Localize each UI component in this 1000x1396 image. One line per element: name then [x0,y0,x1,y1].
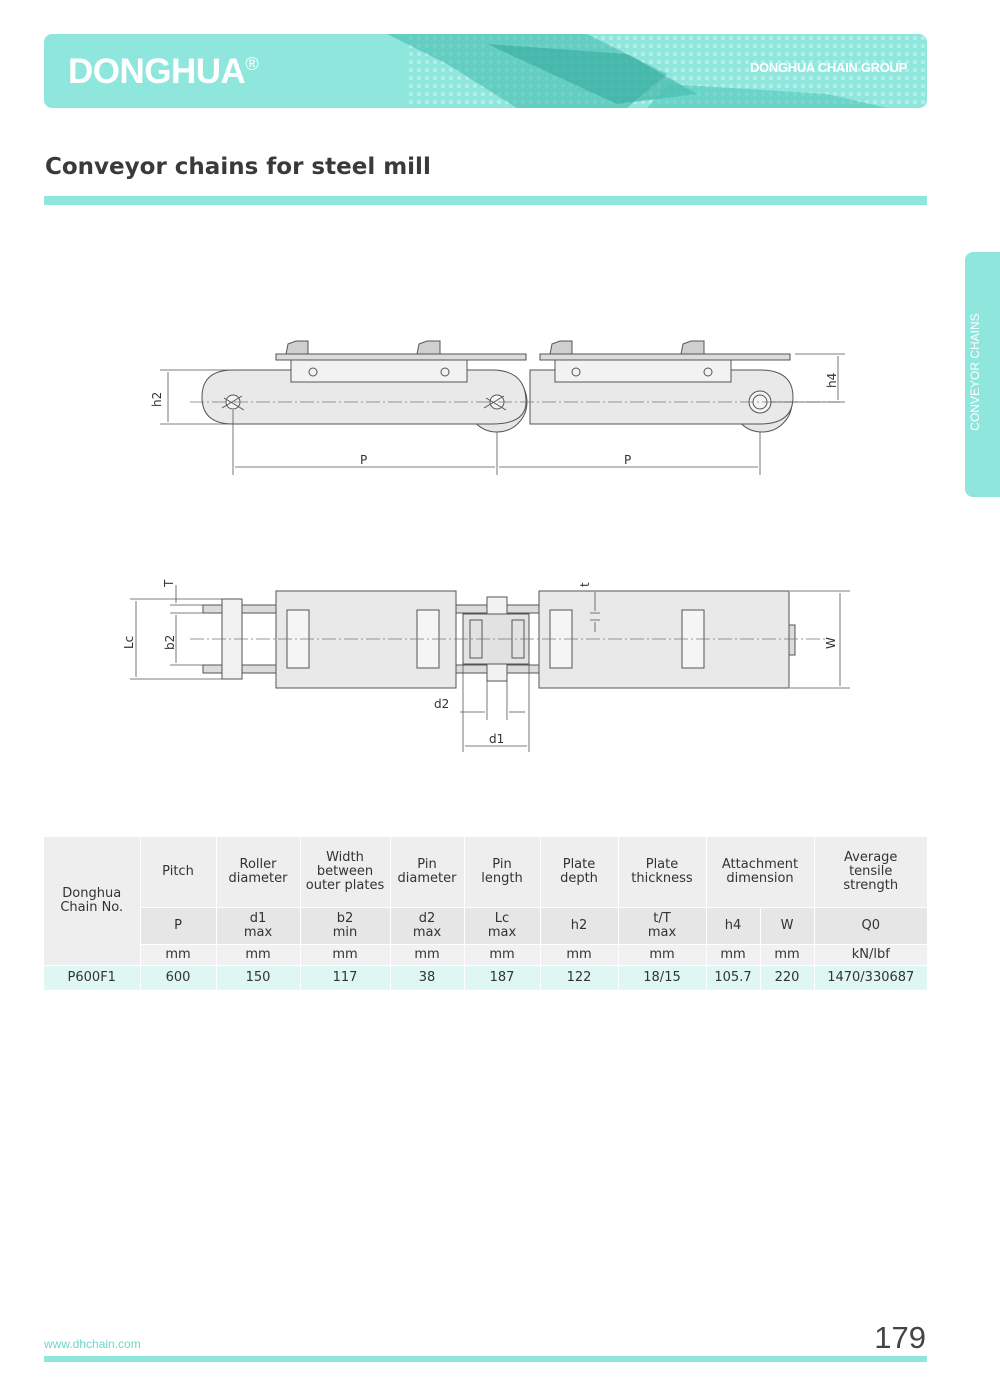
footer-divider [44,1356,927,1362]
dim-d2: d2 [434,697,450,711]
dim-t: t [578,582,592,587]
symbol-b2: b2 min [300,908,390,945]
value-cell: 1470/330687 [814,966,927,991]
dim-pitch-2: P [624,453,632,467]
header-pitch: Pitch [140,837,216,908]
unit-cell: mm [300,945,390,966]
symbol-d1: d1 max [216,908,300,945]
unit-cell: mm [618,945,706,966]
value-cell: 187 [464,966,540,991]
symbol-W: W [760,908,814,945]
header-pin-length: Pin length [464,837,540,908]
value-cell: 117 [300,966,390,991]
dim-h4: h4 [825,372,839,388]
value-cell: 38 [390,966,464,991]
symbol-Q0: Q0 [814,908,927,945]
value-cell: 122 [540,966,618,991]
header-plate-depth: Plate depth [540,837,618,908]
header-pin-diameter: Pin diameter [390,837,464,908]
header-tensile-strength: Average tensile strength [814,837,927,908]
header-roller-diameter: Roller diameter [216,837,300,908]
unit-cell: mm [140,945,216,966]
unit-cell: mm [760,945,814,966]
value-cell: 220 [760,966,814,991]
header-attachment-dimension: Attachment dimension [706,837,814,908]
unit-cell: mm [540,945,618,966]
symbol-tT: t/T max [618,908,706,945]
dim-pitch-1: P [360,453,368,467]
footer-url[interactable]: www.dhchain.com [44,1337,141,1351]
unit-cell: mm [390,945,464,966]
symbol-h4: h4 [706,908,760,945]
chain-no-cell: P600F1 [44,966,140,991]
value-cell: 150 [216,966,300,991]
page-title: Conveyor chains for steel mill [45,154,431,180]
unit-cell: mm [464,945,540,966]
dim-Lc: Lc [122,635,136,649]
brand-logo: DONGHUA® [68,52,259,91]
group-name: DONGHUA CHAIN GROUP [749,60,907,75]
header-plate-thickness: Plate thickness [618,837,706,908]
symbol-P: P [140,908,216,945]
unit-cell: mm [706,945,760,966]
dim-d1: d1 [489,732,505,746]
symbol-Lc: Lc max [464,908,540,945]
dim-T: T [162,579,176,587]
dim-b2: b2 [163,634,177,650]
page-number: 179 [874,1320,926,1355]
value-cell: 18/15 [618,966,706,991]
header-chain-no: Donghua Chain No. [44,837,140,966]
spec-table [44,837,927,990]
dim-W: W [824,637,838,649]
value-cell: 105.7 [706,966,760,991]
dim-h2: h2 [150,391,164,407]
value-cell: 600 [140,966,216,991]
symbol-d2: d2 max [390,908,464,945]
unit-cell: kN/lbf [814,945,927,966]
header-width-between: Width between outer plates [300,837,390,908]
unit-cell: mm [216,945,300,966]
side-tab-label: CONVEYOR CHAINS [968,313,982,431]
table-row [44,966,927,991]
symbol-h2: h2 [540,908,618,945]
